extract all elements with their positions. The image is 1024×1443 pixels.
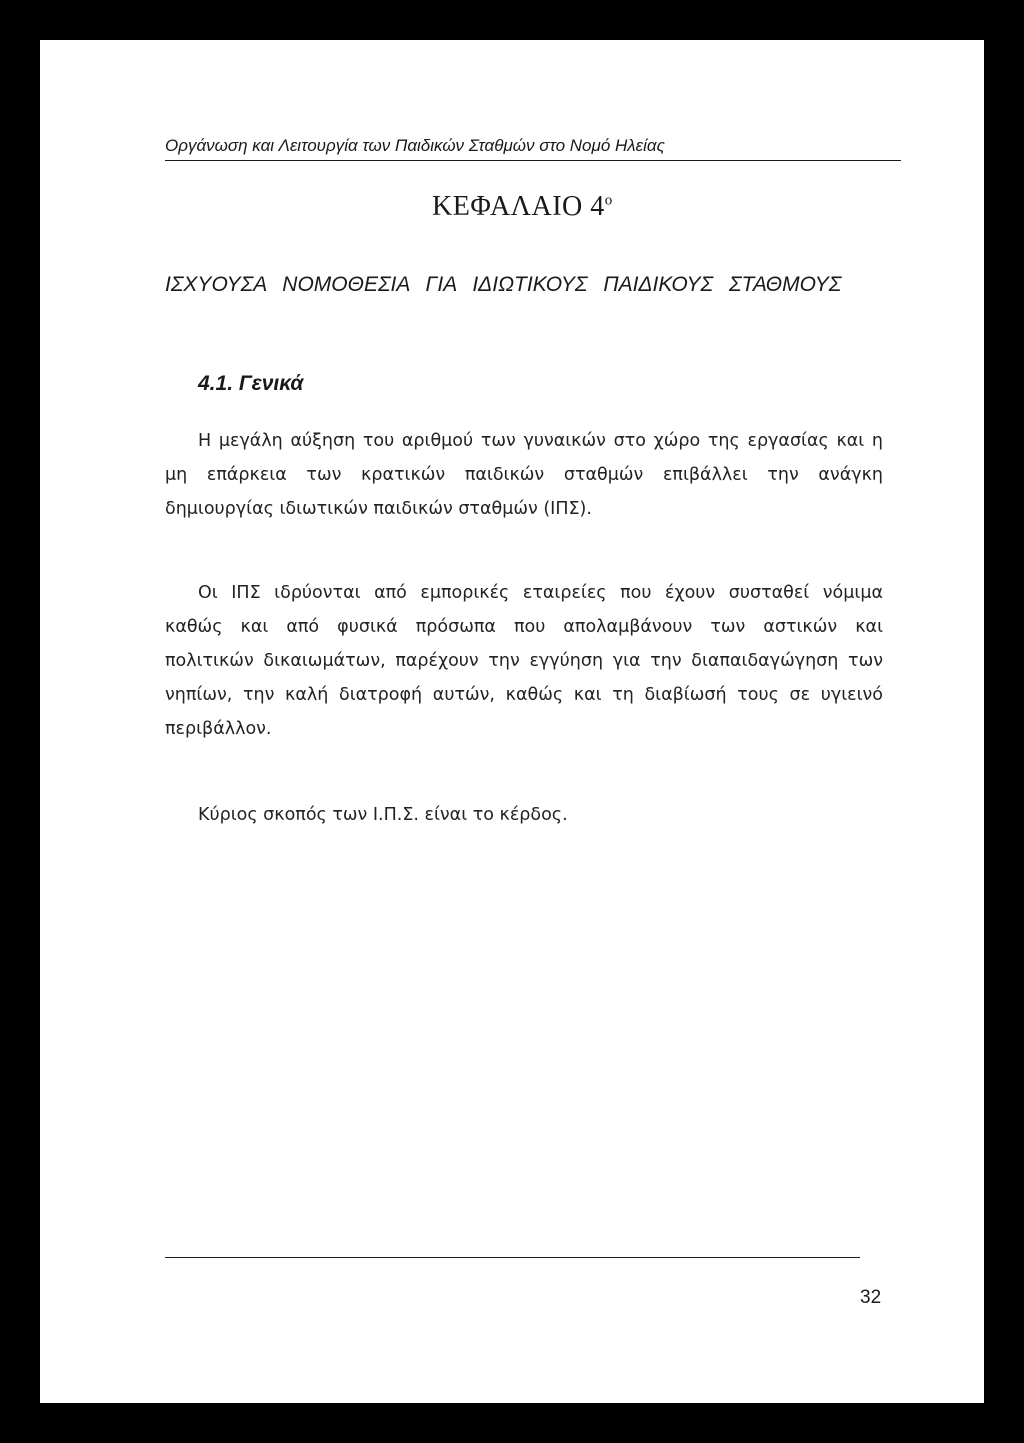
section-title: ΙΣΧΥΟΥΣΑ ΝΟΜΟΘΕΣΙΑ ΓΙΑ ΙΔΙΩΤΙΚΟΥΣ ΠΑΙΔΙΚΟΥΣ ΣΤΑΘΜΟΥΣ xyxy=(165,273,842,296)
page-number: 32 xyxy=(860,1287,882,1308)
body-paragraph-2: Οι ΙΠΣ ιδρύονται από εμπορικές εταιρείες που έχουν συσταθεί νόμιμα καθώς και από φυσικά πρόσωπα που απολαμβάνουν των αστικών και πολιτικών δικαιωμάτων, παρέχουν την εγγύηση για την διαπαιδαγώγηση των νηπίων, την καλή διατροφή αυτών, καθώς και τη διαβίωσή τους σε υγιεινό περιβάλλον. xyxy=(165,583,883,739)
running-header: Οργάνωση και Λειτουργία των Παιδικών Σταθμών στο Νομό Ηλείας xyxy=(165,136,665,155)
body-paragraph-1: Η μεγάλη αύξηση του αριθμού των γυναικών στο χώρο της εργασίας και η μη επάρκεια των κρατικών παιδικών σταθμών επιβάλλει την ανάγκη δημιουργίας ιδιωτικών παιδικών σταθμών (ΙΠΣ). xyxy=(165,431,883,519)
body-paragraph-3: Κύριος σκοπός των Ι.Π.Σ. είναι το κέρδος. xyxy=(198,805,568,825)
chapter-title xyxy=(432,190,613,224)
chapter-title-superscript: ο xyxy=(604,192,613,209)
document-page xyxy=(40,40,984,1403)
chapter-title-text: ΚΕΦΑΛΑΙΟ 4 xyxy=(432,191,605,222)
subsection-title: 4.1. Γενικά xyxy=(198,372,304,395)
header-divider xyxy=(165,160,901,161)
footer-divider xyxy=(165,1257,860,1258)
